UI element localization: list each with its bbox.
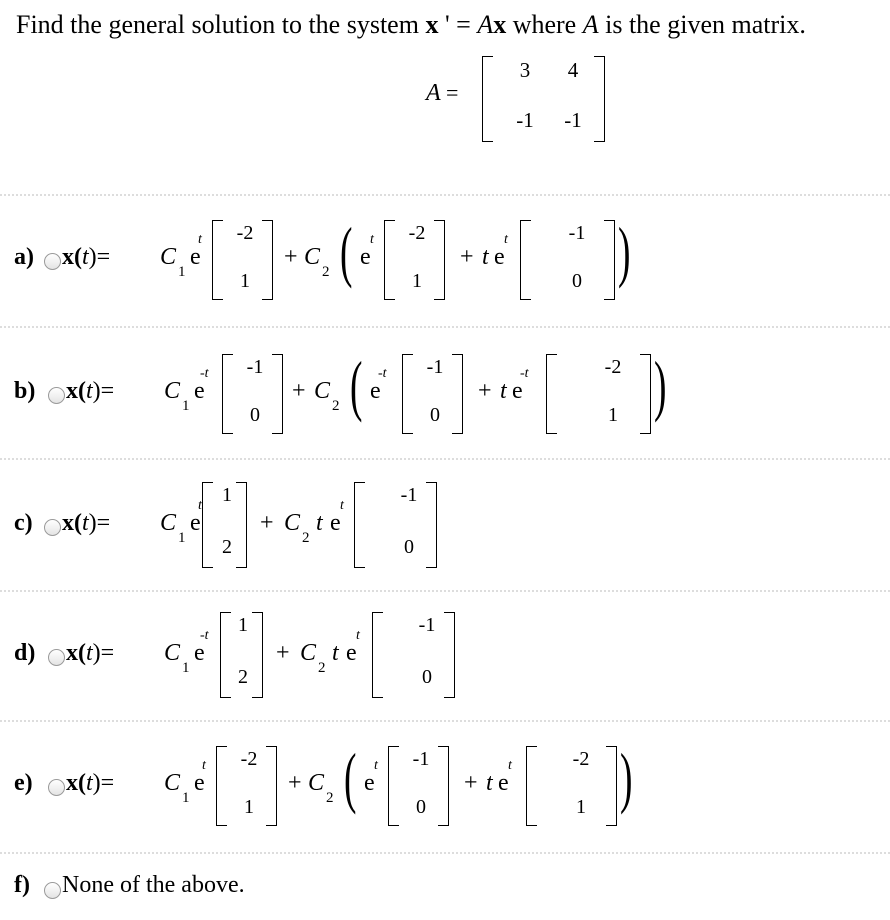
x-of-t: x(t)= [66,640,115,666]
option-f[interactable] [0,862,890,912]
open-paren: ( [350,347,363,423]
x-of-t: x(t)= [62,244,111,270]
bracket [640,354,651,434]
matrix-cell: 4 [567,58,579,82]
open-paren: ( [344,739,357,815]
bracket [526,746,537,826]
bracket [262,220,273,300]
close-paren: ) [620,739,633,815]
matrix-equals: = [446,80,459,105]
bracket [354,482,365,568]
matrix-left-bracket [482,56,493,142]
bracket [384,220,395,300]
bracket [444,612,455,698]
close-paren: ) [654,347,667,423]
option-label: c) [14,510,33,536]
bracket [434,220,445,300]
bracket [606,746,617,826]
bracket [520,220,531,300]
radio-button-e[interactable] [48,779,65,796]
bracket [272,354,283,434]
matrix-cell: 3 [519,58,531,82]
radio-button-a[interactable] [44,253,61,270]
x-of-t: x(t)= [62,510,111,536]
option-label: b) [14,378,36,404]
matrix-label: A [426,80,441,106]
radio-button-d[interactable] [48,649,65,666]
option-f-text: None of the above. [62,872,245,898]
bracket [212,220,223,300]
bracket [546,354,557,434]
matrix-cell: -1 [564,108,582,132]
matrix-right-bracket [594,56,605,142]
bracket [388,746,399,826]
radio-button-c[interactable] [44,519,61,536]
divider [0,852,890,854]
divider [0,720,890,722]
divider [0,458,890,460]
option-d[interactable]: d) x(t)= C 1 e -t 1 2 + C 2 t e t -1 0 [0,604,890,714]
option-b[interactable]: b) x(t)= C 1 e -t -1 0 + C 2 ( e -t -1 0 + t e -t -2 1 ) [0,346,890,456]
bracket [222,354,233,434]
option-label: e) [14,770,33,796]
option-a[interactable]: a) x(t)= C 1 e t -2 1 + C 2 ( e t -2 1 + t e t -1 0 ) [0,212,890,322]
bracket [216,746,227,826]
bracket [252,612,263,698]
matrix-a [426,54,626,144]
divider [0,194,890,196]
bracket [402,354,413,434]
open-paren: ( [340,213,353,289]
option-label: f) [14,872,30,898]
radio-button-f[interactable] [44,882,61,899]
radio-button-b[interactable] [48,387,65,404]
x-of-t: x(t)= [66,378,115,404]
bracket [372,612,383,698]
option-e[interactable]: e) x(t)= C 1 e t -2 1 + C 2 ( e t -1 0 + t e t -2 1 ) [0,738,890,848]
x-of-t: x(t)= [66,770,115,796]
option-c[interactable]: c) x(t)= C 1 e t 1 2 + C 2 t e t -1 0 [0,474,890,584]
option-label: a) [14,244,34,270]
bracket [452,354,463,434]
bracket [438,746,449,826]
matrix-cell: -1 [516,108,534,132]
divider [0,590,890,592]
bracket [604,220,615,300]
bracket [236,482,247,568]
divider [0,326,890,328]
bracket [266,746,277,826]
close-paren: ) [618,213,631,289]
option-label: d) [14,640,36,666]
bracket [426,482,437,568]
question-text: Find the general solution to the system x ' = Ax where A is the given matrix. [16,10,806,39]
